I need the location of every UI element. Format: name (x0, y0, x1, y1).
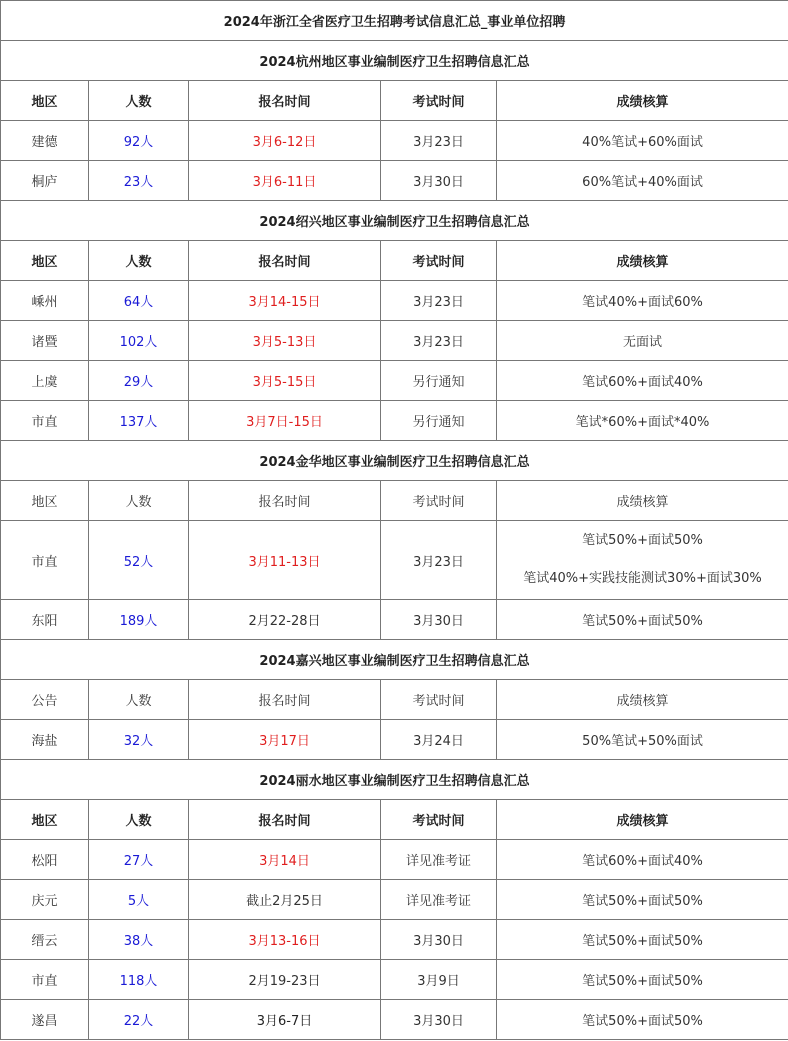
table-row (1, 720, 788, 760)
table-row (1, 840, 788, 880)
table-row (1, 1000, 788, 1040)
column-header-score: 成绩核算 (497, 800, 788, 840)
score-method-cell (497, 840, 788, 880)
exam-time-cell: 详见准考证 (381, 840, 497, 880)
section-title-row (1, 760, 788, 800)
exam-time-cell: 3月23日 (381, 121, 497, 161)
column-header-exam: 考试时间 (381, 81, 497, 121)
exam-time-cell: 3月30日 (381, 920, 497, 960)
score-method-line: 笔试50%+面试50% (582, 894, 703, 909)
signup-time-cell: 3月14-15日 (189, 281, 381, 321)
count-cell: 23人 (89, 161, 189, 201)
section-title-row (1, 640, 788, 680)
column-header-region: 地区 (1, 800, 89, 840)
column-header-row (1, 241, 788, 281)
column-header-count: 人数 (89, 800, 189, 840)
exam-time-cell: 另行通知 (381, 361, 497, 401)
column-header-exam: 考试时间 (381, 481, 497, 521)
region-cell: 诸暨 (1, 321, 89, 361)
signup-time-cell: 3月11-13日 (189, 521, 381, 600)
column-header-region: 地区 (1, 81, 89, 121)
score-method-line: 50%笔试+50%面试 (582, 734, 703, 749)
table-row (1, 960, 788, 1000)
main-title-row (1, 1, 788, 41)
exam-time-cell: 3月23日 (381, 521, 497, 600)
count-cell: 189人 (89, 600, 189, 640)
count-cell: 32人 (89, 720, 189, 760)
table-row (1, 281, 788, 321)
score-method-line: 笔试40%+面试60% (582, 295, 703, 310)
region-cell: 松阳 (1, 840, 89, 880)
column-header-region: 地区 (1, 241, 89, 281)
count-cell: 52人 (89, 521, 189, 600)
score-method-cell (497, 521, 788, 600)
column-header-signup: 报名时间 (189, 680, 381, 720)
score-method-cell (497, 321, 788, 361)
region-cell: 嵊州 (1, 281, 89, 321)
column-header-region: 地区 (1, 481, 89, 521)
column-header-count: 人数 (89, 481, 189, 521)
table-row (1, 880, 788, 920)
column-header-count: 人数 (89, 241, 189, 281)
score-method-cell (497, 281, 788, 321)
region-cell: 上虞 (1, 361, 89, 401)
score-method-cell (497, 880, 788, 920)
table-body (1, 1, 788, 1040)
signup-time-cell: 3月5-13日 (189, 321, 381, 361)
region-cell: 市直 (1, 521, 89, 600)
table-row (1, 401, 788, 441)
column-header-exam: 考试时间 (381, 680, 497, 720)
table-row (1, 920, 788, 960)
exam-time-cell: 3月23日 (381, 281, 497, 321)
count-cell: 27人 (89, 840, 189, 880)
score-method-line: 笔试50%+面试50% (582, 1014, 703, 1029)
table-row (1, 361, 788, 401)
column-header-signup: 报名时间 (189, 481, 381, 521)
score-method-line: 笔试60%+面试40% (582, 854, 703, 869)
region-cell: 市直 (1, 960, 89, 1000)
count-cell: 92人 (89, 121, 189, 161)
score-method-cell (497, 600, 788, 640)
signup-time-cell: 3月6-11日 (189, 161, 381, 201)
score-method-line: 笔试40%+实践技能测试30%+面试30% (523, 571, 762, 586)
score-method-cell (497, 401, 788, 441)
section-title: 2024金华地区事业编制医疗卫生招聘信息汇总 (1, 441, 788, 481)
region-cell: 庆元 (1, 880, 89, 920)
score-method-line: 笔试50%+面试50% (582, 974, 703, 989)
signup-time-cell: 2月22-28日 (189, 600, 381, 640)
section-title: 2024杭州地区事业编制医疗卫生招聘信息汇总 (1, 41, 788, 81)
column-header-signup: 报名时间 (189, 241, 381, 281)
count-cell: 64人 (89, 281, 189, 321)
exam-time-cell: 详见准考证 (381, 880, 497, 920)
count-cell: 22人 (89, 1000, 189, 1040)
count-cell: 5人 (89, 880, 189, 920)
count-cell: 137人 (89, 401, 189, 441)
exam-time-cell: 3月30日 (381, 161, 497, 201)
signup-time-cell: 3月13-16日 (189, 920, 381, 960)
region-cell: 市直 (1, 401, 89, 441)
column-header-score: 成绩核算 (497, 680, 788, 720)
table-row (1, 161, 788, 201)
count-cell: 118人 (89, 960, 189, 1000)
exam-time-cell: 3月9日 (381, 960, 497, 1000)
section-title-row (1, 41, 788, 81)
column-header-signup: 报名时间 (189, 800, 381, 840)
column-header-row (1, 481, 788, 521)
section-title: 2024丽水地区事业编制医疗卫生招聘信息汇总 (1, 760, 788, 800)
column-header-row (1, 680, 788, 720)
region-cell: 缙云 (1, 920, 89, 960)
column-header-count: 人数 (89, 680, 189, 720)
signup-time-cell: 3月7日-15日 (189, 401, 381, 441)
score-method-cell (497, 1000, 788, 1040)
score-method-line: 笔试*60%+面试*40% (575, 415, 710, 430)
table-row (1, 121, 788, 161)
score-method-cell (497, 121, 788, 161)
signup-time-cell: 3月17日 (189, 720, 381, 760)
signup-time-cell: 3月6-7日 (189, 1000, 381, 1040)
region-cell: 建德 (1, 121, 89, 161)
column-header-signup: 报名时间 (189, 81, 381, 121)
score-method-cell (497, 960, 788, 1000)
signup-time-cell: 3月5-15日 (189, 361, 381, 401)
exam-time-cell: 3月23日 (381, 321, 497, 361)
section-title: 2024绍兴地区事业编制医疗卫生招聘信息汇总 (1, 201, 788, 241)
score-method-line: 无面试 (623, 335, 663, 350)
region-cell: 海盐 (1, 720, 89, 760)
signup-time-cell: 截止2月25日 (189, 880, 381, 920)
main-title: 2024年浙江全省医疗卫生招聘考试信息汇总_事业单位招聘 (1, 1, 788, 41)
column-header-score: 成绩核算 (497, 481, 788, 521)
region-cell: 遂昌 (1, 1000, 89, 1040)
region-cell: 东阳 (1, 600, 89, 640)
score-method-line: 40%笔试+60%面试 (582, 135, 703, 150)
score-method-line: 笔试50%+面试50% (582, 934, 703, 949)
section-title: 2024嘉兴地区事业编制医疗卫生招聘信息汇总 (1, 640, 788, 680)
column-header-score: 成绩核算 (497, 241, 788, 281)
section-title-row (1, 201, 788, 241)
score-method-line: 笔试60%+面试40% (582, 375, 703, 390)
count-cell: 38人 (89, 920, 189, 960)
table-row (1, 321, 788, 361)
column-header-exam: 考试时间 (381, 800, 497, 840)
column-header-region: 公告 (1, 680, 89, 720)
exam-time-cell: 另行通知 (381, 401, 497, 441)
column-header-count: 人数 (89, 81, 189, 121)
score-method-cell (497, 161, 788, 201)
score-method-line: 笔试50%+面试50% (582, 614, 703, 629)
section-title-row (1, 441, 788, 481)
exam-time-cell: 3月30日 (381, 1000, 497, 1040)
signup-time-cell: 3月14日 (189, 840, 381, 880)
score-method-cell (497, 920, 788, 960)
region-cell: 桐庐 (1, 161, 89, 201)
signup-time-cell: 3月6-12日 (189, 121, 381, 161)
signup-time-cell: 2月19-23日 (189, 960, 381, 1000)
score-method-line: 60%笔试+40%面试 (582, 175, 703, 190)
score-method-cell (497, 361, 788, 401)
column-header-score: 成绩核算 (497, 81, 788, 121)
exam-time-cell: 3月30日 (381, 600, 497, 640)
table-row (1, 521, 788, 600)
score-method-line: 笔试50%+面试50% (582, 533, 703, 548)
table-row (1, 600, 788, 640)
column-header-row (1, 800, 788, 840)
count-cell: 102人 (89, 321, 189, 361)
exam-time-cell: 3月24日 (381, 720, 497, 760)
column-header-exam: 考试时间 (381, 241, 497, 281)
column-header-row (1, 81, 788, 121)
count-cell: 29人 (89, 361, 189, 401)
score-method-cell (497, 720, 788, 760)
